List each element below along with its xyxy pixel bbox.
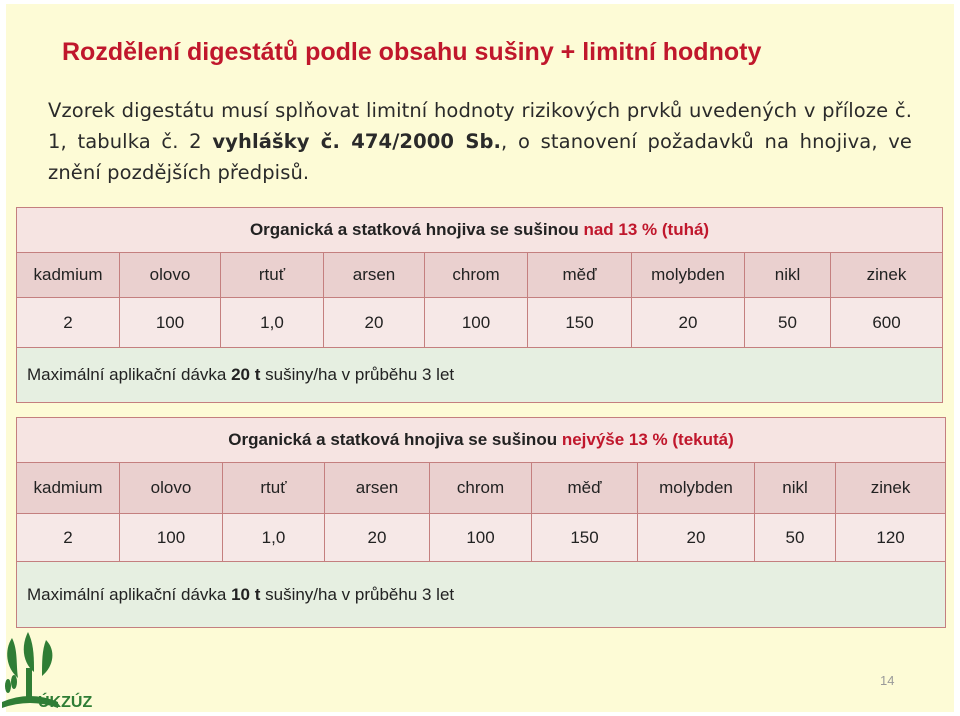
column-header: kadmium: [17, 253, 120, 298]
column-header: rtuť: [221, 253, 324, 298]
column-header: měď: [532, 463, 638, 514]
table-heading: [17, 418, 946, 463]
max-dose-amount: 20 t: [231, 365, 261, 384]
column-header: arsen: [324, 253, 425, 298]
limit-value: 100: [120, 514, 223, 562]
limit-value: 100: [430, 514, 532, 562]
intro-text-2: , o stanovení požadavků na hnojiva, ve znění pozdějších předpisů.: [48, 130, 912, 184]
column-header: olovo: [120, 463, 223, 514]
limit-value: 120: [836, 514, 946, 562]
limit-value: 20: [324, 298, 425, 348]
page-number: 14: [880, 673, 895, 688]
column-header: kadmium: [17, 463, 120, 514]
table-heading-text: Organická a statková hnojiva se sušinou: [228, 430, 562, 449]
column-header: arsen: [325, 463, 430, 514]
ukzuz-logo-text: ÚKZÚZ: [38, 694, 93, 711]
max-dose-suffix: sušiny/ha v průběhu 3 let: [260, 584, 455, 604]
limit-value: 50: [755, 514, 836, 562]
limits-table-solid: [16, 207, 943, 403]
column-header: rtuť: [223, 463, 325, 514]
limit-value: 150: [528, 298, 632, 348]
column-header: nikl: [745, 253, 831, 298]
max-dose-note: [17, 348, 943, 403]
max-dose-note: [17, 562, 946, 628]
limit-value: 50: [745, 298, 831, 348]
limit-value: 20: [638, 514, 755, 562]
max-dose-suffix: sušiny/ha v průběhu 3 let: [260, 365, 455, 384]
limit-value: 600: [831, 298, 943, 348]
limit-value: 2: [17, 514, 120, 562]
column-header: měď: [528, 253, 632, 298]
column-header: molybden: [638, 463, 755, 514]
table-heading-text: Organická a statková hnojiva se sušinou: [249, 220, 584, 239]
column-header: olovo: [120, 253, 221, 298]
limit-value: 100: [120, 298, 221, 348]
limit-value: 1,0: [223, 514, 325, 562]
column-header: chrom: [425, 253, 528, 298]
table-heading-highlight: nad 13 % (tuhá): [583, 220, 710, 239]
limits-table-liquid: [16, 417, 946, 628]
column-header: chrom: [430, 463, 532, 514]
column-header: zinek: [831, 253, 943, 298]
limit-value: 20: [632, 298, 745, 348]
limit-value: 20: [325, 514, 430, 562]
table-heading-highlight: nejvýše 13 % (tekutá): [561, 430, 734, 449]
column-header: molybden: [632, 253, 745, 298]
intro-text-1: Vzorek digestátu musí splňovat limitní hodnoty rizikových prvků uvedených v příloze č. 1, tabulka č. 2: [48, 99, 912, 153]
slide-title: Rozdělení digestátů podle obsahu sušiny + limitní hodnoty: [62, 38, 762, 66]
intro-regulation: vyhlášky č. 474/2000 Sb.: [212, 130, 502, 153]
limit-value: 1,0: [221, 298, 324, 348]
limit-value: 2: [17, 298, 120, 348]
column-header: zinek: [836, 463, 946, 514]
column-header: nikl: [755, 463, 836, 514]
limit-value: 100: [425, 298, 528, 348]
max-dose-text: Maximální aplikační dávka: [27, 584, 232, 604]
max-dose-amount: 10 t: [231, 584, 261, 604]
limit-value: 150: [532, 514, 638, 562]
table-heading: [17, 208, 943, 253]
intro-paragraph: [48, 95, 912, 188]
max-dose-text: Maximální aplikační dávka: [27, 365, 232, 384]
